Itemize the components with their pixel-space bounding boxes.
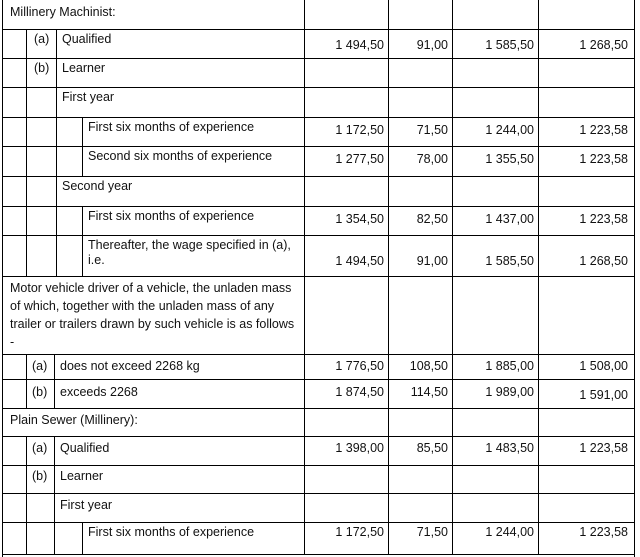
column-divider <box>54 466 55 494</box>
column-divider <box>82 236 83 277</box>
column-divider <box>388 88 389 118</box>
column-divider <box>26 88 27 118</box>
column-divider <box>54 380 55 409</box>
column-divider <box>26 494 27 523</box>
cell-value: 85,50 <box>416 441 448 455</box>
column-divider <box>452 177 453 207</box>
cell-value: 71,50 <box>416 525 448 539</box>
cell-value: 1 494,50 <box>335 38 384 52</box>
row-label: Thereafter, the wage specified in (a), i.e. <box>88 238 291 267</box>
section-heading: Plain Sewer (Millinery): <box>10 413 138 427</box>
cell-value: 1 585,50 <box>485 254 534 268</box>
cell-value: 91,00 <box>416 38 448 52</box>
column-divider <box>26 118 27 147</box>
cell-value: 1 244,00 <box>485 123 534 137</box>
section-heading: Motor vehicle driver of a vehicle, the unladen mass of which, together with the unladen mass of any trailer or trailers drawn by such vehicle is as follows - <box>10 281 295 349</box>
column-divider <box>304 177 305 207</box>
column-divider <box>26 523 27 555</box>
cell-value: 71,50 <box>416 123 448 137</box>
column-divider <box>452 59 453 88</box>
cell-value: 1 268,50 <box>579 38 628 52</box>
row-label: First six months of experience <box>88 120 255 134</box>
column-divider <box>388 409 389 437</box>
column-divider <box>388 494 389 523</box>
column-divider <box>452 494 453 523</box>
column-divider <box>26 30 27 59</box>
cell-value: 78,00 <box>416 152 448 166</box>
column-divider <box>82 147 83 177</box>
column-divider <box>56 30 57 59</box>
table-row <box>2 379 634 409</box>
cell-value: 1 355,50 <box>485 152 534 166</box>
table-row <box>2 58 634 88</box>
row-label: Qualified <box>62 32 112 46</box>
column-divider <box>538 59 539 88</box>
column-divider <box>82 207 83 236</box>
table-row <box>2 146 634 177</box>
table-row <box>2 176 634 207</box>
column-divider <box>452 409 453 437</box>
column-divider <box>54 523 55 555</box>
column-divider <box>56 177 57 207</box>
cell-value: 1 277,50 <box>335 152 384 166</box>
table-bottom-border <box>2 554 634 555</box>
column-divider <box>538 88 539 118</box>
row-label: First six months of experience <box>88 209 255 223</box>
column-divider <box>388 277 389 355</box>
column-divider <box>452 466 453 494</box>
column-divider <box>56 59 57 88</box>
row-label: First six months of experience <box>88 525 255 539</box>
column-divider <box>538 277 539 355</box>
table-row <box>2 436 634 466</box>
column-divider <box>538 0 539 30</box>
table-row <box>2 354 634 380</box>
table-row <box>2 408 634 437</box>
table-row <box>2 117 634 147</box>
row-label: does not exceed 2268 kg <box>60 359 200 373</box>
column-divider <box>388 0 389 30</box>
column-divider <box>26 236 27 277</box>
sub-heading: First year <box>60 498 113 512</box>
cell-value: 1 776,50 <box>335 359 384 373</box>
column-divider <box>304 466 305 494</box>
column-divider <box>82 118 83 147</box>
cell-value: 1 172,50 <box>335 525 384 539</box>
column-divider <box>538 466 539 494</box>
table-row <box>2 522 634 555</box>
table-row <box>2 0 634 30</box>
column-divider <box>304 494 305 523</box>
cell-value: 1 494,50 <box>335 254 384 268</box>
cell-value: 1 172,50 <box>335 123 384 137</box>
column-divider <box>54 437 55 466</box>
column-divider <box>304 409 305 437</box>
cell-value: 82,50 <box>416 212 448 226</box>
cell-value: 1 483,50 <box>485 441 534 455</box>
column-divider <box>56 207 57 236</box>
table-row <box>2 493 634 523</box>
column-divider <box>538 494 539 523</box>
cell-value: 1 354,50 <box>335 212 384 226</box>
column-divider <box>26 147 27 177</box>
cell-value: 1 989,00 <box>485 385 534 399</box>
column-divider <box>26 177 27 207</box>
row-label: exceeds 2268 <box>60 385 138 399</box>
row-label: Learner <box>60 469 104 483</box>
cell-value: 108,50 <box>409 359 448 373</box>
column-divider <box>26 466 27 494</box>
column-divider <box>388 59 389 88</box>
cell-value: 1 223,58 <box>579 525 628 539</box>
cell-value: 1 398,00 <box>335 441 384 455</box>
column-divider <box>26 380 27 409</box>
column-divider <box>82 523 83 555</box>
cell-value: 1 874,50 <box>335 385 384 399</box>
column-divider <box>304 59 305 88</box>
table-row <box>2 465 634 494</box>
cell-value: 1 508,00 <box>579 359 628 373</box>
sub-heading: Second year <box>62 179 133 193</box>
column-divider <box>304 0 305 30</box>
item-marker: (a) <box>34 32 50 46</box>
cell-value: 1 223,58 <box>579 212 628 226</box>
row-label: Qualified <box>60 441 110 455</box>
table-row <box>2 87 634 118</box>
cell-value: 1 223,58 <box>579 123 628 137</box>
row-label: Second six months of experience <box>88 149 273 163</box>
item-marker: (b) <box>32 469 48 483</box>
cell-value: 114,50 <box>410 385 448 399</box>
item-marker: (a) <box>32 441 48 455</box>
cell-value: 1 268,50 <box>579 254 628 268</box>
column-divider <box>452 0 453 30</box>
cell-value: 1 223,58 <box>579 441 628 455</box>
column-divider <box>26 437 27 466</box>
column-divider <box>26 207 27 236</box>
item-marker: (b) <box>32 385 48 399</box>
table-row <box>2 206 634 236</box>
cell-value: 91,00 <box>416 254 448 268</box>
item-marker: (a) <box>32 359 48 373</box>
cell-value: 1 885,00 <box>485 359 534 373</box>
column-divider <box>54 494 55 523</box>
sub-heading: First year <box>62 90 115 104</box>
column-divider <box>54 355 55 380</box>
table-row <box>2 235 634 277</box>
column-divider <box>26 59 27 88</box>
column-divider <box>452 277 453 355</box>
cell-value: 1 585,50 <box>485 38 534 52</box>
section-heading: Millinery Machinist: <box>10 5 116 19</box>
column-divider <box>538 409 539 437</box>
column-divider <box>56 118 57 147</box>
column-divider <box>26 355 27 380</box>
column-divider <box>538 177 539 207</box>
column-divider <box>388 177 389 207</box>
column-divider <box>452 88 453 118</box>
cell-value: 1 591,00 <box>579 388 628 402</box>
table-row <box>2 29 634 59</box>
item-marker: (b) <box>34 61 50 75</box>
cell-value: 1 437,00 <box>485 212 534 226</box>
column-divider <box>56 147 57 177</box>
cell-value: 1 223,58 <box>579 152 628 166</box>
table-right-border <box>634 0 635 557</box>
column-divider <box>388 466 389 494</box>
row-label: Learner <box>62 61 106 75</box>
cell-value: 1 244,00 <box>485 525 534 539</box>
column-divider <box>56 88 57 118</box>
table-row <box>2 276 634 355</box>
column-divider <box>56 236 57 277</box>
column-divider <box>304 277 305 355</box>
column-divider <box>304 88 305 118</box>
